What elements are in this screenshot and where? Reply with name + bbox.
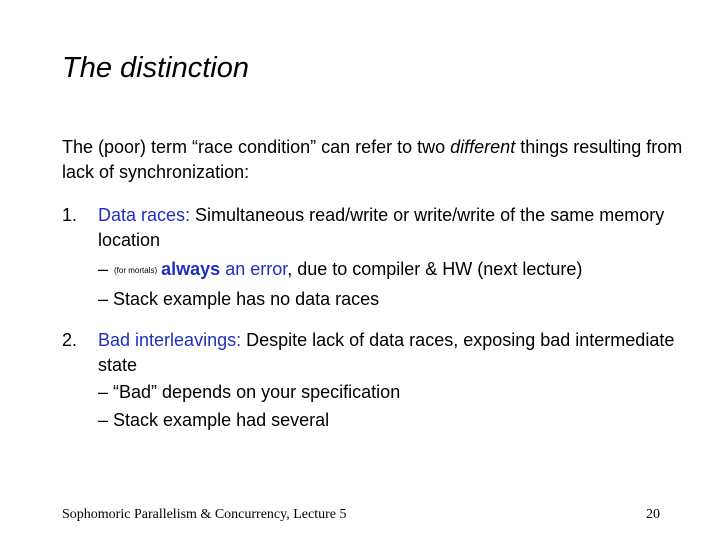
footer-course-title: Sophomoric Parallelism & Concurrency, Lecture 5 [62, 507, 347, 522]
list-item-bad-interleavings [62, 328, 682, 434]
dash-bullet: – [98, 382, 109, 402]
list-item-data-races [62, 203, 682, 314]
sub-item-text: Stack example had several [113, 410, 330, 430]
intro-paragraph [62, 135, 692, 185]
list-number: 2. [62, 330, 78, 350]
dash-bullet: – [98, 288, 109, 309]
sub-item [98, 378, 682, 406]
sub-item [98, 255, 682, 285]
list-heading: Data races: [98, 205, 191, 225]
sub-item [98, 406, 682, 434]
sub-item-text: Stack example has no data races [113, 288, 380, 309]
highlight-always: always [161, 259, 221, 279]
intro-text-end: things resulting from lack of synchronization: [62, 137, 683, 182]
list-heading: Bad interleavings: [98, 330, 242, 350]
dash-bullet: – [98, 410, 109, 430]
list-text: Simultaneous read/write or write/write of the same memory location [98, 205, 665, 250]
list-item-body [98, 203, 682, 253]
list-item-body [98, 328, 682, 378]
slide-title: The distinction [62, 52, 249, 84]
intro-emphasis: different [450, 137, 516, 157]
list-number: 1. [62, 205, 78, 225]
sub-item-text: “Bad” depends on your specification [113, 382, 401, 402]
intro-text-start: The (poor) term “race condition” can refer to two [62, 137, 451, 157]
page-number: 20 [646, 507, 660, 522]
list-text: Despite lack of data races, exposing bad intermediate state [98, 330, 675, 375]
highlight-error: an error [220, 259, 288, 279]
dash-bullet: – [98, 259, 109, 279]
small-note: (for mortals) [114, 265, 158, 275]
sub-item-text: , due to compiler & HW (next lecture) [287, 259, 583, 279]
sub-item [98, 285, 682, 314]
